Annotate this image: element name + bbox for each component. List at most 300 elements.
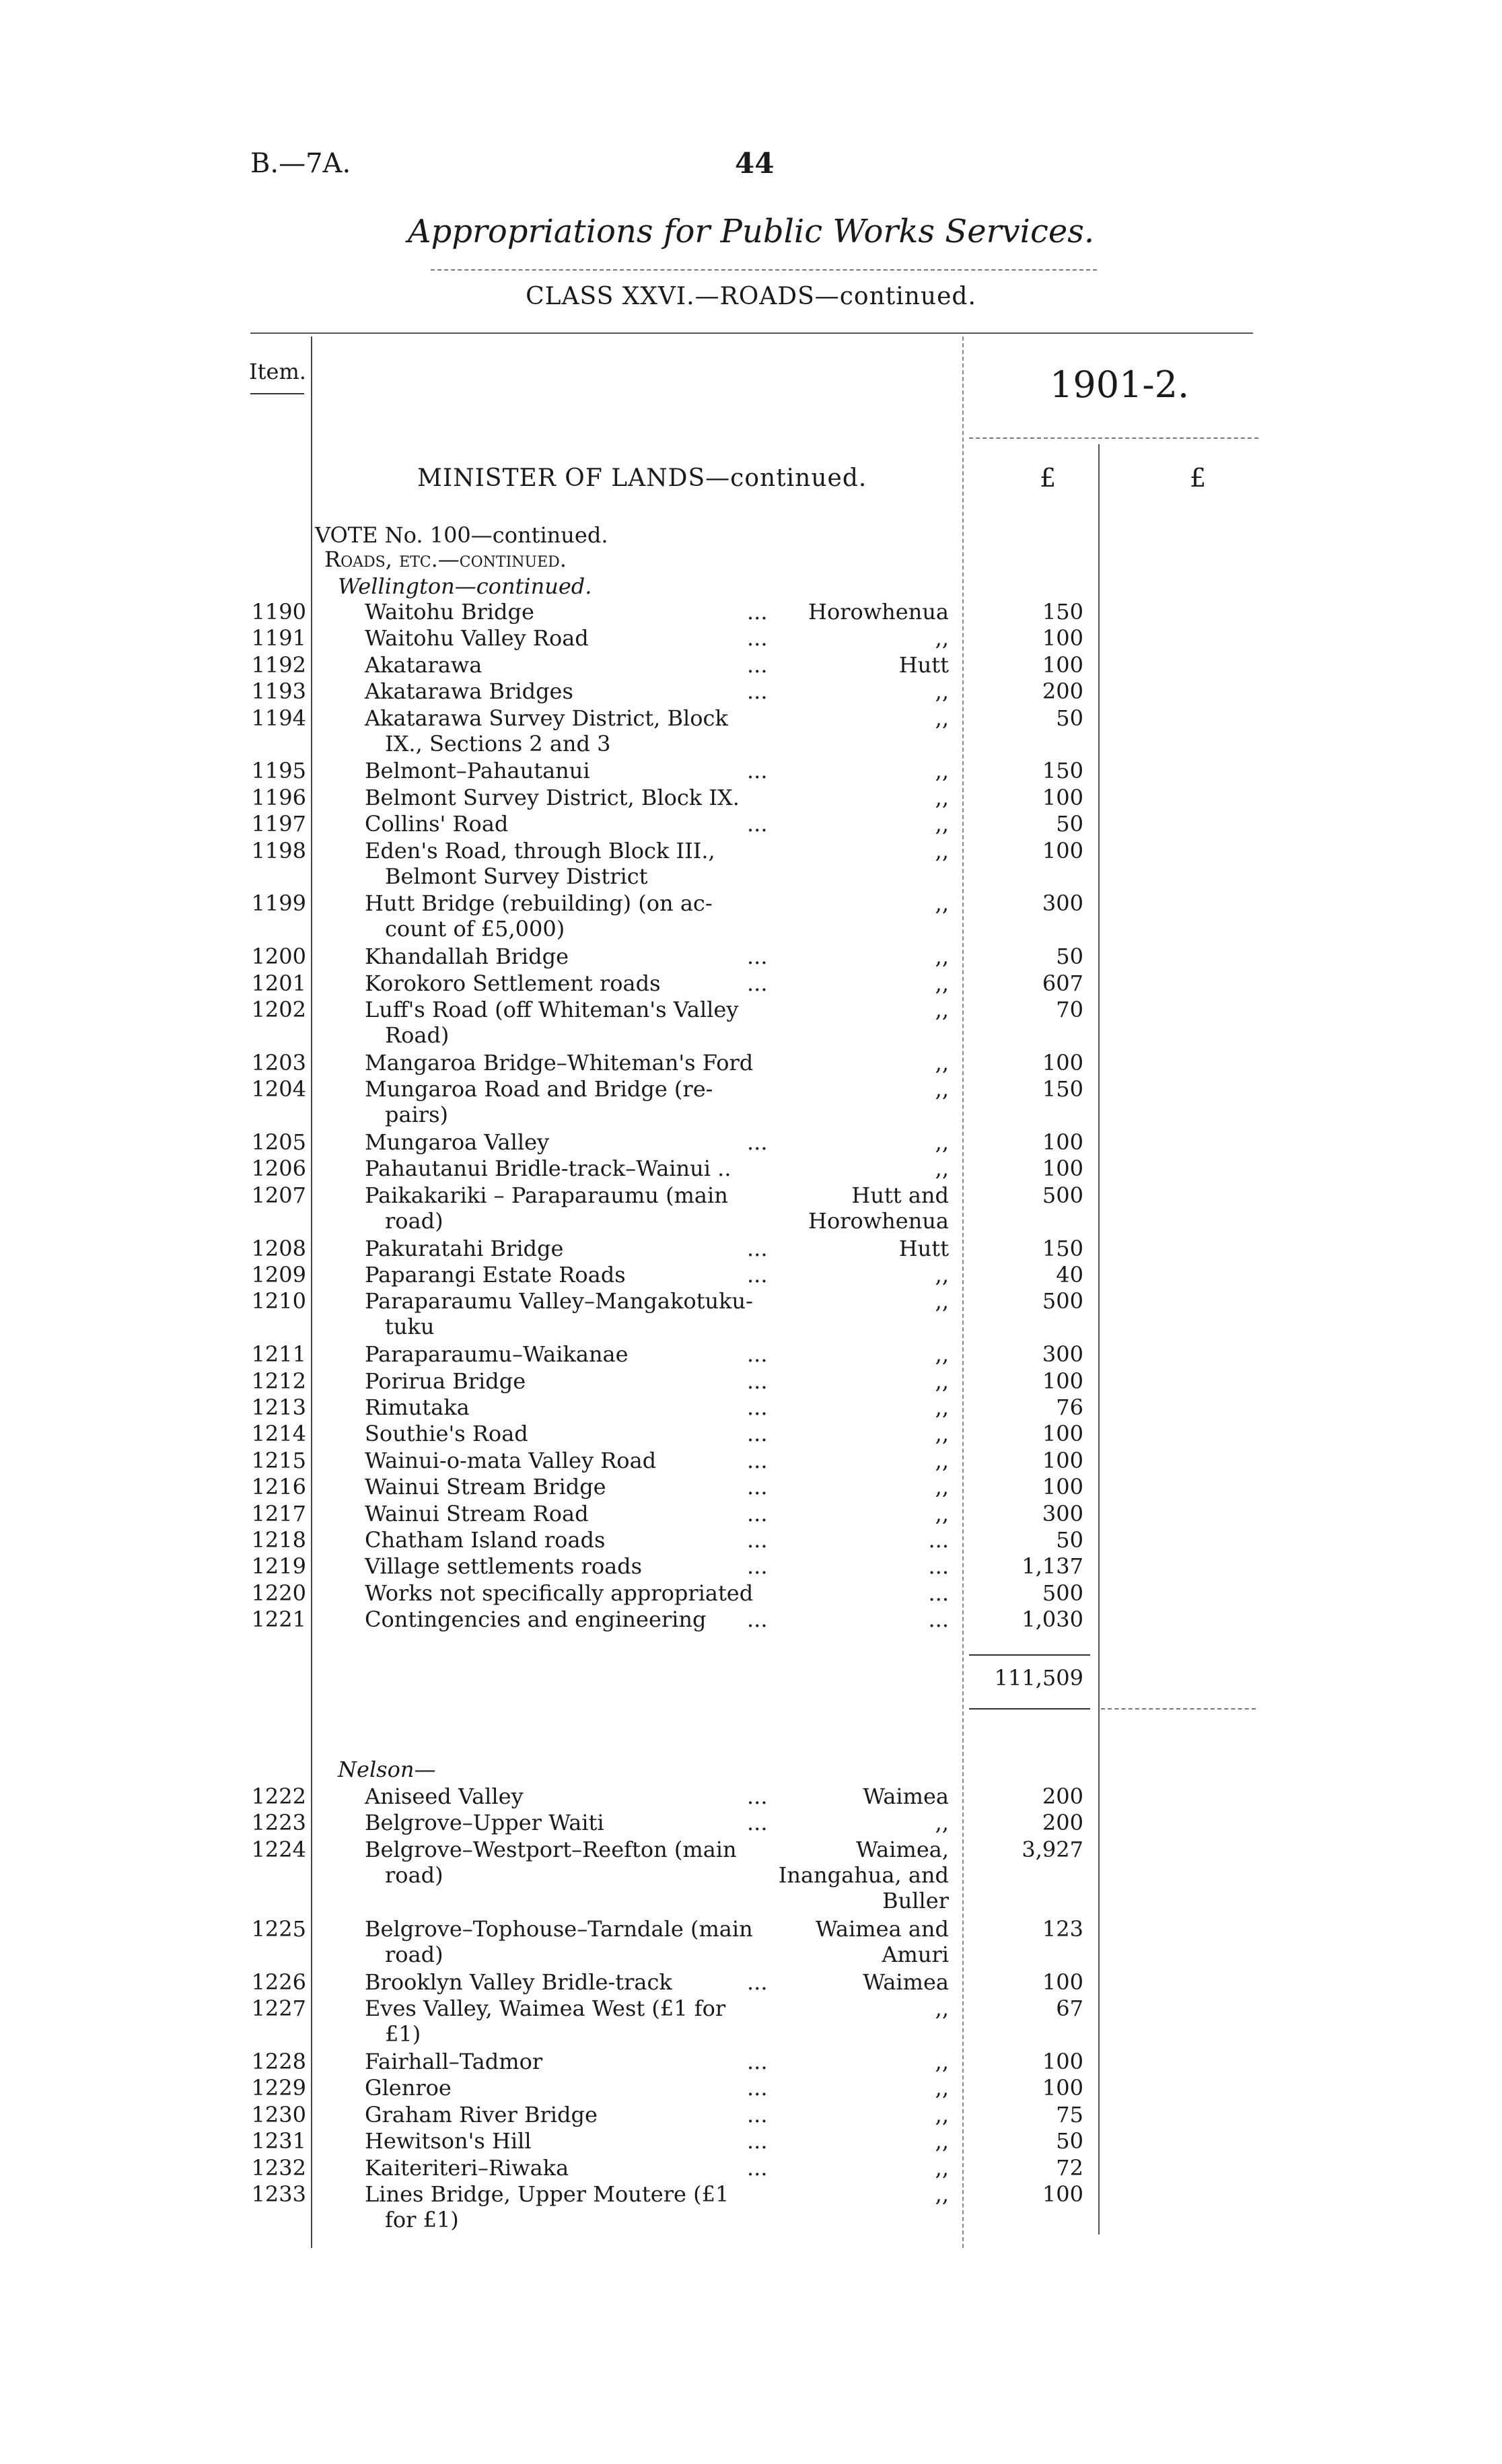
district-line: Hutt <box>898 1235 949 1261</box>
electoral-district <box>774 997 949 1022</box>
description-line: Contingencies and engineering <box>365 1607 707 1633</box>
district-line: Waimea <box>863 1784 949 1809</box>
leader-dots: ... <box>747 1341 768 1368</box>
description-line: count of £5,000) <box>385 916 565 942</box>
electoral-district <box>774 2049 949 2074</box>
amount: 100 <box>1042 1447 1083 1473</box>
leader-dots: ... <box>747 811 768 837</box>
district-line: ,, <box>935 1474 949 1500</box>
district-line: ,, <box>935 837 949 864</box>
electoral-district <box>774 1076 949 1102</box>
item-number: 1205 <box>251 1129 306 1155</box>
description-line: for £1) <box>385 2207 459 2232</box>
electoral-district <box>774 1448 949 1473</box>
description-line: Paraparaumu Valley–Mangakotuku- <box>365 1288 753 1314</box>
leader-dots: ... <box>747 1129 768 1155</box>
amount: 150 <box>1042 758 1083 784</box>
item-number: 1211 <box>251 1341 306 1368</box>
item-number: 1193 <box>251 678 306 705</box>
district-line: ,, <box>935 784 949 810</box>
leader-dots: ... <box>747 944 768 970</box>
amount: 100 <box>1042 1049 1083 1076</box>
description-line: Eves Valley, Waimea West (£1 for <box>365 1996 726 2022</box>
electoral-district <box>774 599 949 625</box>
electoral-district <box>774 2075 949 2101</box>
item-description <box>365 1421 782 1446</box>
item-number: 1209 <box>251 1262 306 1288</box>
wellington-heading <box>338 573 592 599</box>
electoral-district <box>774 1288 949 1314</box>
district-line: ,, <box>935 1368 949 1394</box>
item-number: 1190 <box>251 599 306 625</box>
description-line: Belmont Survey District <box>385 863 648 889</box>
leader-dots: ... <box>747 2049 768 2074</box>
description-line: Village settlements roads <box>365 1553 643 1580</box>
electoral-district <box>774 625 949 651</box>
electoral-district <box>774 1236 949 1261</box>
district-line: ,, <box>935 2128 949 2154</box>
item-description <box>365 1996 782 2047</box>
leader-dots: ... <box>747 599 768 625</box>
district-line: Horowhenua <box>808 599 949 625</box>
electoral-district <box>774 1474 949 1500</box>
electoral-district <box>774 2181 949 2207</box>
item-number: 1230 <box>251 2101 306 2127</box>
description-line: Korokoro Settlement roads <box>365 970 661 996</box>
item-description <box>365 944 782 969</box>
amount: 75 <box>1056 2101 1083 2127</box>
item-description <box>365 678 782 704</box>
item-description <box>365 1580 782 1606</box>
description-line: Eden's Road, through Block III., <box>365 837 715 864</box>
description-line: Works not specifically appropriated <box>365 1580 754 1606</box>
item-description <box>365 2181 782 2232</box>
electoral-district <box>774 1341 949 1367</box>
description-line: Belgrove–Upper Waiti <box>365 1810 604 1836</box>
item-number: 1199 <box>251 890 306 917</box>
item-description <box>365 652 782 678</box>
description-line: pairs) <box>385 1102 448 1128</box>
description-line: Khandallah Bridge <box>365 944 569 970</box>
amount: 1,030 <box>1022 1607 1083 1633</box>
description-line: Mungaroa Valley <box>365 1129 550 1155</box>
leader-dots: ... <box>747 1262 768 1288</box>
page-number: 44 <box>735 147 775 180</box>
amount-column-rule <box>1098 444 1100 2234</box>
district-line: Hutt <box>898 652 949 678</box>
district-line: ,, <box>935 1262 949 1288</box>
district-line: ,, <box>935 1421 949 1447</box>
leader-dots: ... <box>747 1527 768 1553</box>
item-number: 1200 <box>251 944 306 970</box>
description-line: Aniseed Valley <box>365 1784 524 1809</box>
district-line: ,, <box>935 705 949 731</box>
district-line: ,, <box>935 2101 949 2127</box>
item-number: 1231 <box>251 2128 306 2154</box>
item-number: 1227 <box>251 1996 306 2022</box>
description-line: IX., Sections 2 and 3 <box>385 730 611 756</box>
electoral-district <box>774 838 949 864</box>
description-line: Hutt Bridge (rebuilding) (on ac- <box>365 890 713 917</box>
item-number: 1210 <box>251 1288 306 1314</box>
item-description <box>365 599 782 625</box>
amount: 500 <box>1042 1580 1083 1606</box>
description-line: Waitohu Valley Road <box>365 625 589 652</box>
amount: 150 <box>1042 599 1083 625</box>
electoral-district <box>774 2128 949 2154</box>
amount: 100 <box>1042 2049 1083 2074</box>
description-line: Road) <box>385 1022 450 1048</box>
description-line: Akatarawa Survey District, Block <box>365 705 728 731</box>
description-line: road) <box>385 1862 443 1888</box>
electoral-district <box>774 944 949 969</box>
amount: 67 <box>1056 1996 1083 2022</box>
amount: 100 <box>1042 1421 1083 1447</box>
amount: 100 <box>1042 2181 1083 2207</box>
description-line: Graham River Bridge <box>365 2101 598 2127</box>
item-description <box>365 2102 782 2127</box>
electoral-district <box>774 652 949 678</box>
leader-dots: ... <box>747 2154 768 2181</box>
electoral-district <box>774 1810 949 1835</box>
leader-dots: ... <box>747 1553 768 1580</box>
description-line: Pahautanui Bridle-track–Wainui .. <box>365 1156 731 1182</box>
amount: 150 <box>1042 1076 1083 1102</box>
amount: 100 <box>1042 652 1083 678</box>
item-number: 1195 <box>251 758 306 784</box>
item-description <box>365 1129 782 1155</box>
district-line: ,, <box>935 1395 949 1420</box>
electoral-district <box>774 1996 949 2021</box>
description-line: £1) <box>385 2021 421 2047</box>
description-line: Akatarawa <box>365 652 482 678</box>
description-line: road) <box>385 1942 443 1967</box>
item-number: 1202 <box>251 997 306 1022</box>
class-heading: CLASS XXVI.—ROADS—continued. <box>526 283 976 310</box>
district-line: ,, <box>935 2181 949 2207</box>
year-column-header: 1901-2. <box>1050 363 1190 406</box>
item-number: 1191 <box>251 625 306 652</box>
item-description <box>365 971 782 996</box>
item-description <box>365 1837 782 1888</box>
item-header-underline <box>250 393 304 394</box>
item-number: 1225 <box>251 1916 306 1942</box>
district-line: ,, <box>935 1288 949 1314</box>
description-line: Collins' Road <box>365 811 509 837</box>
description-line: Belgrove–Tophouse–Tarndale (main <box>365 1916 753 1942</box>
item-description <box>365 1474 782 1500</box>
district-line: ... <box>928 1580 949 1606</box>
leader-dots: ... <box>747 1810 768 1836</box>
leader-dots: ... <box>747 970 768 996</box>
district-line: ,, <box>935 944 949 970</box>
electoral-district <box>774 1969 949 1995</box>
amount: 100 <box>1042 625 1083 652</box>
description-line: Brooklyn Valley Bridle-track <box>365 1969 672 1995</box>
amount: 76 <box>1056 1395 1083 1420</box>
electoral-district <box>774 1368 949 1394</box>
item-description <box>365 625 782 651</box>
leader-dots: ... <box>747 758 768 784</box>
item-description <box>365 2075 782 2101</box>
item-number: 1228 <box>251 2049 306 2074</box>
leader-dots: ... <box>747 2128 768 2154</box>
description-line: Kaiteriteri–Riwaka <box>365 2154 569 2181</box>
item-number: 1198 <box>251 837 306 864</box>
electoral-district <box>774 1262 949 1288</box>
item-description <box>365 1236 782 1261</box>
item-description <box>365 1916 782 1967</box>
district-line: ,, <box>935 678 949 705</box>
subtotal-rule-top <box>969 1654 1090 1656</box>
district-line: ,, <box>935 1810 949 1836</box>
header-rule <box>250 332 1253 334</box>
amount: 100 <box>1042 1129 1083 1155</box>
subtotal-rule-right <box>1101 1708 1256 1710</box>
item-number: 1226 <box>251 1969 306 1995</box>
amount: 50 <box>1056 811 1083 837</box>
year-rule <box>969 437 1258 439</box>
leader-dots: ... <box>747 2101 768 2127</box>
description-line: Wainui-o-mata Valley Road <box>365 1447 657 1473</box>
electoral-district <box>774 785 949 810</box>
item-number: 1220 <box>251 1580 306 1606</box>
item-description <box>365 997 782 1048</box>
amount: 40 <box>1056 1262 1083 1288</box>
item-description <box>365 1288 782 1339</box>
roads-heading: Roads, etc.—continued. <box>324 547 567 572</box>
item-description <box>365 2128 782 2154</box>
item-description <box>365 2155 782 2181</box>
item-description <box>365 1527 782 1553</box>
amount: 200 <box>1042 678 1083 705</box>
leader-dots: ... <box>747 2075 768 2101</box>
district-line: ,, <box>935 811 949 837</box>
item-number: 1217 <box>251 1500 306 1526</box>
minister-heading <box>417 464 867 492</box>
item-number: 1215 <box>251 1447 306 1473</box>
amount: 100 <box>1042 1156 1083 1182</box>
description-line: Belmont Survey District, Block IX. <box>365 784 740 810</box>
district-line: ,, <box>935 970 949 996</box>
electoral-district <box>774 1421 949 1446</box>
electoral-district <box>774 678 949 704</box>
item-number: 1196 <box>251 784 306 810</box>
electoral-district <box>774 1156 949 1181</box>
vote-heading: VOTE No. 100—continued. <box>315 522 608 548</box>
item-description <box>365 1368 782 1394</box>
amount: 607 <box>1042 970 1083 996</box>
electoral-district <box>774 971 949 996</box>
description-line: Belgrove–Westport–Reefton (main <box>365 1836 737 1862</box>
item-description <box>365 811 782 837</box>
item-number: 1197 <box>251 811 306 837</box>
pound-header-1: £ <box>1040 463 1057 493</box>
item-description <box>365 2049 782 2074</box>
district-line: Inangahua, and <box>778 1862 949 1888</box>
electoral-district <box>774 705 949 731</box>
item-number: 1214 <box>251 1421 306 1447</box>
minister-label: MINISTER OF LANDS—continued. <box>417 464 867 492</box>
district-line: Amuri <box>882 1942 949 1967</box>
amount: 50 <box>1056 1527 1083 1553</box>
electoral-district <box>774 890 949 916</box>
district-line: ,, <box>935 2154 949 2181</box>
amount: 300 <box>1042 890 1083 917</box>
amount: 50 <box>1056 944 1083 970</box>
item-number: 1194 <box>251 705 306 731</box>
amount: 200 <box>1042 1784 1083 1809</box>
item-description <box>365 1784 782 1809</box>
district-line: Horowhenua <box>808 1207 949 1234</box>
district-line: ,, <box>935 1447 949 1473</box>
item-description <box>365 1050 782 1076</box>
amount: 3,927 <box>1022 1836 1083 1862</box>
leader-dots: ... <box>747 1500 768 1526</box>
description-line: Hewitson's Hill <box>365 2128 532 2154</box>
description-line: Belmont–Pahautanui <box>365 758 590 784</box>
description-line: Fairhall–Tadmor <box>365 2049 543 2074</box>
item-description <box>365 705 782 756</box>
district-line: Waimea, <box>856 1836 949 1862</box>
description-line: Rimutaka <box>365 1395 470 1420</box>
district-line: ... <box>928 1607 949 1633</box>
amount: 100 <box>1042 2075 1083 2101</box>
description-line: Waitohu Bridge <box>365 599 534 625</box>
district-line: ,, <box>935 2049 949 2074</box>
item-description <box>365 1501 782 1526</box>
amount: 150 <box>1042 1235 1083 1261</box>
electoral-district <box>774 1050 949 1076</box>
electoral-district <box>774 1129 949 1155</box>
subtotal-rule-bottom <box>969 1708 1090 1710</box>
amount: 500 <box>1042 1288 1083 1314</box>
item-number: 1218 <box>251 1527 306 1553</box>
item-description <box>365 1076 782 1127</box>
item-number: 1192 <box>251 652 306 678</box>
district-line: ... <box>928 1553 949 1580</box>
electoral-district <box>774 2155 949 2181</box>
electoral-district <box>774 811 949 837</box>
leader-dots: ... <box>747 1395 768 1420</box>
item-description <box>365 1607 782 1632</box>
district-line: ,, <box>935 1129 949 1155</box>
item-column-header: Item. <box>249 359 306 384</box>
wellington-subtotal: 111,509 <box>994 1665 1083 1691</box>
item-description <box>365 1969 782 1995</box>
electoral-district <box>774 758 949 783</box>
leader-dots: ... <box>747 678 768 705</box>
amount: 100 <box>1042 1368 1083 1394</box>
description-line: Akatarawa Bridges <box>365 678 573 705</box>
description-line: Wainui Stream Road <box>365 1500 589 1526</box>
district-line: Hutt and <box>851 1182 949 1208</box>
leader-dots: ... <box>747 625 768 652</box>
electoral-district <box>774 1784 949 1809</box>
amount: 300 <box>1042 1500 1083 1526</box>
item-number: 1206 <box>251 1156 306 1182</box>
item-description <box>365 1341 782 1367</box>
item-number: 1213 <box>251 1395 306 1420</box>
leader-dots: ... <box>747 1474 768 1500</box>
amount: 100 <box>1042 1969 1083 1995</box>
item-description <box>365 1395 782 1420</box>
description-line: Lines Bridge, Upper Moutere (£1 <box>365 2181 729 2207</box>
district-line: ... <box>928 1527 949 1553</box>
item-number: 1224 <box>251 1836 306 1862</box>
item-number: 1223 <box>251 1810 306 1836</box>
description-line: road) <box>385 1207 443 1234</box>
amount: 1,137 <box>1022 1553 1083 1580</box>
item-description <box>365 890 782 942</box>
item-description <box>365 1262 782 1288</box>
leader-dots: ... <box>747 1447 768 1473</box>
amount: 72 <box>1056 2154 1083 2181</box>
district-line: ,, <box>935 1500 949 1526</box>
electoral-district <box>774 1395 949 1420</box>
item-number: 1222 <box>251 1784 306 1809</box>
description-line: Pakuratahi Bridge <box>365 1235 564 1261</box>
electoral-district <box>774 1580 949 1606</box>
district-line: ,, <box>935 625 949 652</box>
item-description <box>365 1553 782 1579</box>
amount: 50 <box>1056 705 1083 731</box>
electoral-district <box>774 1527 949 1553</box>
amount: 70 <box>1056 997 1083 1022</box>
description-line: Paikakariki – Paraparaumu (main <box>365 1182 728 1208</box>
district-line: ,, <box>935 1341 949 1368</box>
description-line: Chatham Island roads <box>365 1527 606 1553</box>
district-line: ,, <box>935 1076 949 1102</box>
item-description <box>365 1448 782 1473</box>
district-line: ,, <box>935 997 949 1022</box>
description-line: Porirua Bridge <box>365 1368 526 1394</box>
district-column-rule <box>962 337 964 2248</box>
district-line: ,, <box>935 758 949 784</box>
document-reference: B.—7A. <box>250 148 351 179</box>
leader-dots: ... <box>747 652 768 678</box>
description-line: Wainui Stream Bridge <box>365 1474 606 1500</box>
district-line: Buller <box>882 1887 949 1913</box>
electoral-district <box>774 1916 949 1967</box>
item-number: 1232 <box>251 2154 306 2181</box>
wellington-label: Wellington—continued. <box>338 573 592 599</box>
electoral-district <box>774 1501 949 1526</box>
leader-dots: ... <box>747 1784 768 1809</box>
leader-dots: ... <box>747 1421 768 1447</box>
district-line: ,, <box>935 890 949 917</box>
item-number: 1207 <box>251 1182 306 1208</box>
district-line: ,, <box>935 1156 949 1182</box>
amount: 200 <box>1042 1810 1083 1836</box>
description-line: Paraparaumu–Waikanae <box>365 1341 629 1368</box>
leader-dots: ... <box>747 1607 768 1633</box>
description-line: Mungaroa Road and Bridge (re- <box>365 1076 713 1102</box>
district-line: ,, <box>935 1049 949 1076</box>
item-number: 1221 <box>251 1607 306 1633</box>
district-line: ,, <box>935 2075 949 2101</box>
title-rule <box>431 269 1097 271</box>
item-number: 1216 <box>251 1474 306 1500</box>
item-description <box>365 1156 782 1181</box>
electoral-district <box>774 1837 949 1913</box>
item-column-rule <box>311 337 312 2248</box>
amount: 100 <box>1042 837 1083 864</box>
amount: 300 <box>1042 1341 1083 1368</box>
page-title: Appropriations for Public Works Services. <box>407 213 1095 250</box>
pound-header-2: £ <box>1190 463 1207 493</box>
leader-dots: ... <box>747 1969 768 1995</box>
